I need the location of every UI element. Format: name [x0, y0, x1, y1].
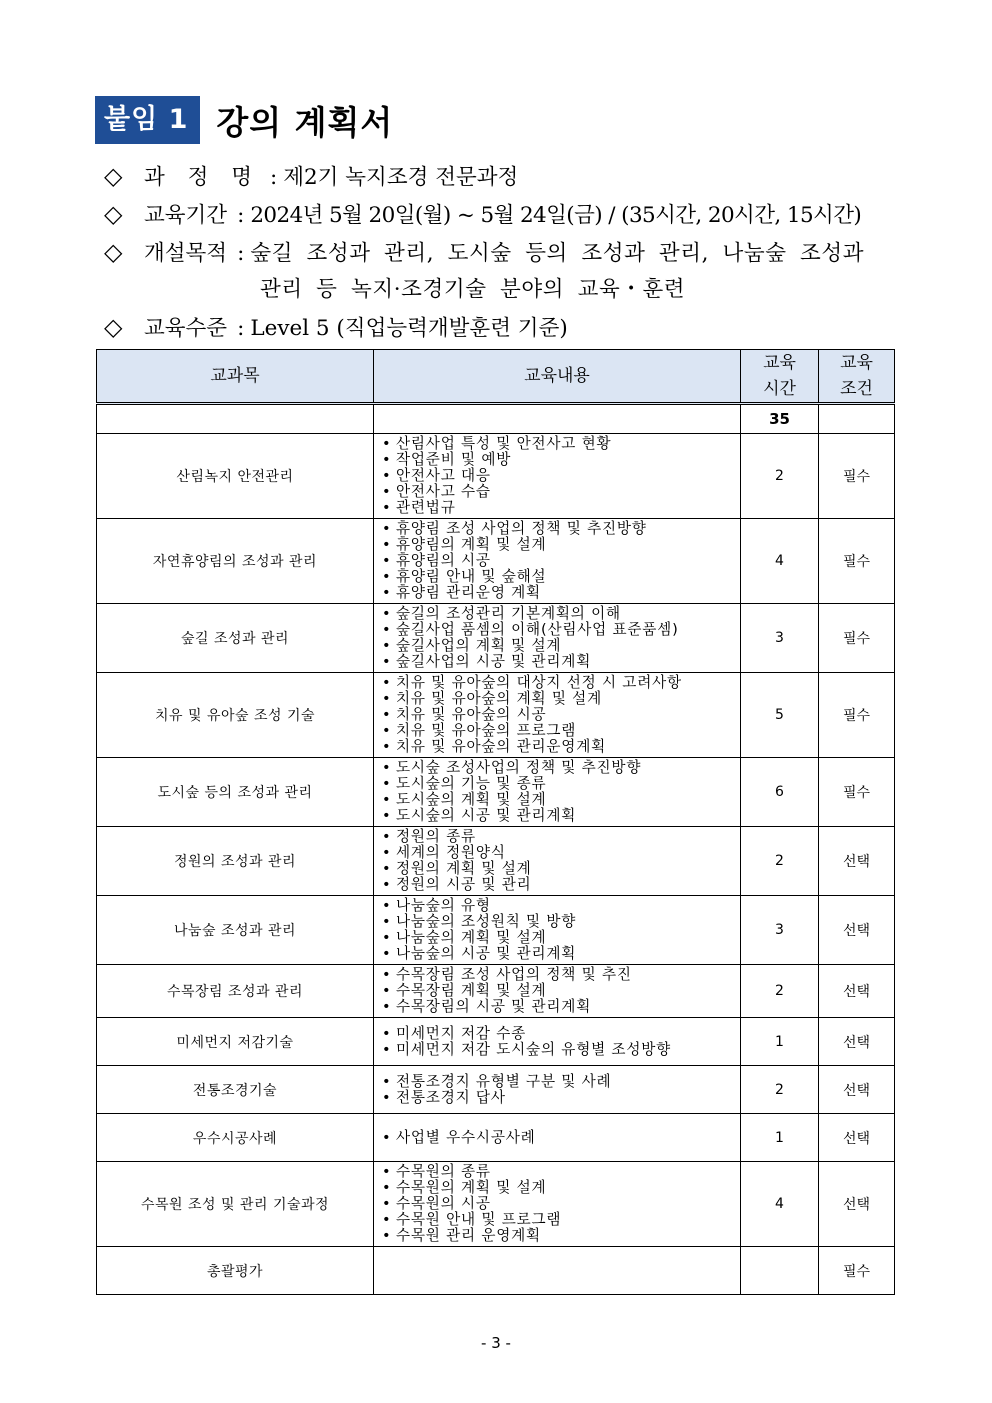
content-list — [382, 606, 734, 670]
info-level — [104, 311, 568, 342]
diamond-icon: ◇ — [104, 313, 123, 341]
condition-cell: 선택 — [819, 827, 895, 896]
info-label: 교육수준 — [144, 316, 228, 341]
content-cell — [374, 1114, 741, 1162]
content-item: • 나눔숲의 유형 — [382, 898, 734, 914]
content-list — [382, 436, 734, 516]
hours-cell: 2 — [741, 827, 819, 896]
content-list — [382, 1074, 734, 1106]
info-period — [104, 198, 861, 229]
content-item: • 수목원의 종류 — [382, 1164, 734, 1180]
content-cell — [374, 896, 741, 965]
hours-cell: 1 — [741, 1018, 819, 1066]
content-cell — [374, 434, 741, 519]
title-row — [95, 96, 393, 144]
content-cell — [374, 1247, 741, 1295]
content-list — [382, 760, 734, 824]
attachment-badge: 붙임 1 — [95, 96, 200, 144]
content-item: • 정원의 시공 및 관리 — [382, 877, 734, 893]
total-subject-cell — [97, 404, 374, 434]
content-item: • 수목장림의 시공 및 관리계획 — [382, 999, 734, 1015]
content-item: • 휴양림의 계획 및 설계 — [382, 537, 734, 553]
content-item: • 미세먼지 저감 도시숲의 유형별 조성방향 — [382, 1042, 734, 1058]
content-item: • 관련법규 — [382, 500, 734, 516]
content-cell — [374, 1018, 741, 1066]
content-item: • 치유 및 유아숲의 프로그램 — [382, 723, 734, 739]
info-value: 관리 등 녹지·조경기술 분야의 교육・훈련 — [260, 277, 686, 302]
subject-cell: 나눔숲 조성과 관리 — [97, 896, 374, 965]
diamond-icon: ◇ — [104, 162, 123, 190]
table-row — [97, 1247, 895, 1295]
subject-cell: 수목원 조성 및 관리 기술과정 — [97, 1162, 374, 1247]
colon: : — [269, 165, 278, 190]
info-purpose-continuation — [260, 272, 685, 303]
hours-cell: 1 — [741, 1114, 819, 1162]
content-item: • 휴양림 관리운영 계획 — [382, 585, 734, 601]
header-condition-line1: 교육 — [840, 353, 873, 373]
page-title: 강의 계획서 — [216, 102, 394, 142]
content-item: • 도시숲의 기능 및 종류 — [382, 776, 734, 792]
condition-cell: 선택 — [819, 1162, 895, 1247]
info-value: 2024년 5월 20일(월) ~ 5월 24일(금) / (35시간, 20시간, 15시간) — [250, 203, 862, 228]
content-item: • 수목원의 계획 및 설계 — [382, 1180, 734, 1196]
header-subject: 교과목 — [97, 350, 374, 404]
subject-cell: 도시숲 등의 조성과 관리 — [97, 758, 374, 827]
content-item: • 산림사업 특성 및 안전사고 현황 — [382, 436, 734, 452]
content-cell — [374, 1162, 741, 1247]
table-row — [97, 434, 895, 519]
content-list — [382, 521, 734, 601]
content-item: • 숲길사업 품셈의 이해(산림사업 표준품셈) — [382, 622, 734, 638]
table-row — [97, 896, 895, 965]
colon: : — [237, 203, 245, 228]
content-item: • 수목원 안내 및 프로그램 — [382, 1212, 734, 1228]
content-item: • 도시숲의 시공 및 관리계획 — [382, 808, 734, 824]
subject-cell: 전통조경기술 — [97, 1066, 374, 1114]
content-item: • 안전사고 수습 — [382, 484, 734, 500]
condition-cell: 필수 — [819, 434, 895, 519]
total-hours: 35 — [741, 404, 819, 434]
diamond-icon: ◇ — [104, 200, 123, 228]
content-list — [382, 829, 734, 893]
content-item: • 나눔숲의 시공 및 관리계획 — [382, 946, 734, 962]
content-item: • 숲길의 조성관리 기본계획의 이해 — [382, 606, 734, 622]
condition-cell: 선택 — [819, 1066, 895, 1114]
table-row — [97, 1162, 895, 1247]
subject-cell: 미세먼지 저감기술 — [97, 1018, 374, 1066]
content-list — [382, 1164, 734, 1244]
hours-cell: 2 — [741, 965, 819, 1018]
subject-cell: 산림녹지 안전관리 — [97, 434, 374, 519]
content-cell — [374, 673, 741, 758]
info-course-name — [104, 160, 518, 191]
condition-cell: 선택 — [819, 896, 895, 965]
condition-cell: 필수 — [819, 604, 895, 673]
subject-cell: 숲길 조성과 관리 — [97, 604, 374, 673]
content-item: • 수목원 관리 운영계획 — [382, 1228, 734, 1244]
table-row — [97, 604, 895, 673]
total-row — [97, 404, 895, 434]
header-hours-line1: 교육 — [763, 353, 796, 373]
content-item: • 치유 및 유아숲의 관리운영계획 — [382, 739, 734, 755]
content-cell — [374, 604, 741, 673]
table-row — [97, 673, 895, 758]
content-item: • 나눔숲의 조성원칙 및 방향 — [382, 914, 734, 930]
content-item: • 나눔숲의 계획 및 설계 — [382, 930, 734, 946]
header-condition — [819, 350, 895, 404]
course-plan-table — [96, 349, 895, 1295]
header-condition-line2: 조건 — [840, 379, 873, 399]
content-item: • 도시숲 조성사업의 정책 및 추진방향 — [382, 760, 734, 776]
condition-cell: 필수 — [819, 519, 895, 604]
info-purpose — [104, 236, 864, 267]
content-item: • 치유 및 유아숲의 대상지 선정 시 고려사항 — [382, 675, 734, 691]
content-list — [382, 675, 734, 755]
table-row — [97, 1066, 895, 1114]
subject-cell: 수목장림 조성과 관리 — [97, 965, 374, 1018]
content-item: • 휴양림의 시공 — [382, 553, 734, 569]
content-item: • 안전사고 대응 — [382, 468, 734, 484]
content-list — [382, 1130, 734, 1146]
content-item: • 휴양림 조성 사업의 정책 및 추진방향 — [382, 521, 734, 537]
content-item: • 미세먼지 저감 수종 — [382, 1026, 734, 1042]
info-value: 제2기 녹지조경 전문과정 — [283, 165, 519, 190]
content-item: • 전통조경지 답사 — [382, 1090, 734, 1106]
subject-cell: 치유 및 유아숲 조성 기술 — [97, 673, 374, 758]
content-item: • 숲길사업의 계획 및 설계 — [382, 638, 734, 654]
hours-cell: 5 — [741, 673, 819, 758]
condition-cell: 선택 — [819, 1018, 895, 1066]
content-cell — [374, 827, 741, 896]
info-value: 숲길 조성과 관리, 도시숲 등의 조성과 관리, 나눔숲 조성과 — [250, 241, 865, 266]
content-cell — [374, 965, 741, 1018]
content-item: • 세계의 정원양식 — [382, 845, 734, 861]
condition-cell: 선택 — [819, 1114, 895, 1162]
hours-cell: 3 — [741, 896, 819, 965]
hours-cell: 4 — [741, 519, 819, 604]
header-hours — [741, 350, 819, 404]
content-item: • 치유 및 유아숲의 시공 — [382, 707, 734, 723]
subject-cell: 자연휴양림의 조성과 관리 — [97, 519, 374, 604]
condition-cell: 필수 — [819, 758, 895, 827]
content-list — [382, 967, 734, 1015]
content-item: • 사업별 우수시공사례 — [382, 1130, 734, 1146]
condition-cell: 필수 — [819, 673, 895, 758]
subject-cell: 총괄평가 — [97, 1247, 374, 1295]
content-item: • 치유 및 유아숲의 계획 및 설계 — [382, 691, 734, 707]
info-label: 과 정 명 — [144, 165, 260, 190]
content-item: • 전통조경지 유형별 구분 및 사례 — [382, 1074, 734, 1090]
condition-cell: 선택 — [819, 965, 895, 1018]
content-item: • 수목장림 계획 및 설계 — [382, 983, 734, 999]
content-cell — [374, 519, 741, 604]
hours-cell: 2 — [741, 1066, 819, 1114]
content-item: • 정원의 계획 및 설계 — [382, 861, 734, 877]
table-row — [97, 758, 895, 827]
table-row — [97, 827, 895, 896]
header-content: 교육내용 — [374, 350, 741, 404]
content-item: • 정원의 종류 — [382, 829, 734, 845]
content-item: • 숲길사업의 시공 및 관리계획 — [382, 654, 734, 670]
diamond-icon: ◇ — [104, 238, 123, 266]
content-item: • 수목원의 시공 — [382, 1196, 734, 1212]
info-label: 교육기간 — [144, 203, 228, 228]
info-value: Level 5 (직업능력개발훈련 기준) — [250, 316, 568, 341]
subject-cell: 우수시공사례 — [97, 1114, 374, 1162]
table-row — [97, 519, 895, 604]
colon: : — [237, 316, 245, 341]
hours-cell: 2 — [741, 434, 819, 519]
total-condition-cell — [819, 404, 895, 434]
info-label: 개설목적 — [144, 241, 228, 266]
table-header-row — [97, 350, 895, 404]
hours-cell — [741, 1247, 819, 1295]
total-content-cell — [374, 404, 741, 434]
content-item: • 작업준비 및 예방 — [382, 452, 734, 468]
hours-cell: 3 — [741, 604, 819, 673]
colon: : — [237, 241, 245, 266]
table-row — [97, 1018, 895, 1066]
hours-cell: 4 — [741, 1162, 819, 1247]
content-cell — [374, 758, 741, 827]
content-cell — [374, 1066, 741, 1114]
subject-cell: 정원의 조성과 관리 — [97, 827, 374, 896]
header-hours-line2: 시간 — [763, 379, 796, 399]
table-row — [97, 1114, 895, 1162]
table-row — [97, 965, 895, 1018]
condition-cell: 필수 — [819, 1247, 895, 1295]
content-list — [382, 1026, 734, 1058]
content-list — [382, 898, 734, 962]
content-item: • 휴양림 안내 및 숲해설 — [382, 569, 734, 585]
page-number: - 3 - — [481, 1334, 511, 1352]
hours-cell: 6 — [741, 758, 819, 827]
content-item: • 수목장림 조성 사업의 정책 및 추진 — [382, 967, 734, 983]
content-item: • 도시숲의 계획 및 설계 — [382, 792, 734, 808]
